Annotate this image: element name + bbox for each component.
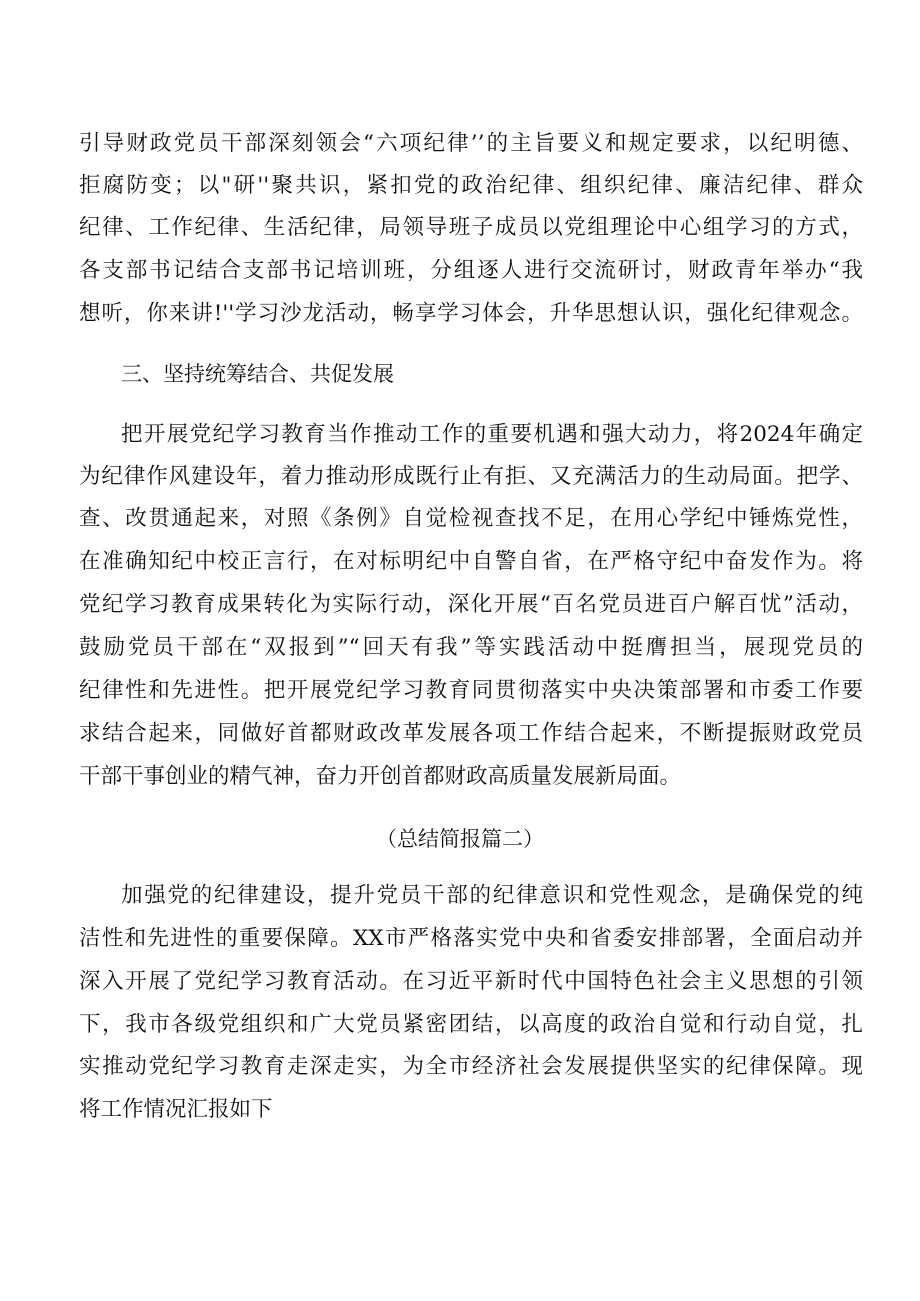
paragraph-line: 纪律性和先进性。把开展党纪学习教育同贯彻落实中央决策部署和市委工作要: [79, 678, 863, 703]
paragraph-line: 拒腐防变；以"研''聚共识，紧扣党的政治纪律、组织纪律、廉洁纪律、群众: [79, 173, 863, 198]
paragraph-line: 加强党的纪律建设，提升党员干部的纪律意识和党性观念，是确保党的纯: [121, 883, 863, 908]
paragraph-line: 在准确知纪中校正言行，在对标明纪中自警自省，在严格守纪中奋发作为。将: [79, 549, 863, 574]
section-heading: 三、坚持统筹结合、共促发展: [121, 362, 394, 386]
paragraph-line: 将工作情况汇报如下: [79, 1097, 273, 1122]
paragraph-line: 党纪学习教育成果转化为实际行动，深化开展“百名党员进百户解百忧”活动，: [79, 592, 863, 617]
part-heading: （总结简报篇二）: [376, 827, 544, 851]
paragraph-line: 查、改贯通起来，对照《条例》自觉检视查找不足，在用心学纪中锤炼党性，: [79, 506, 863, 531]
paragraph-line: 下，我市各级党组织和广大党员紧密团结，以高度的政治自觉和行动自觉，扎: [79, 1012, 863, 1037]
paragraph-line: 深入开展了党纪学习教育活动。在习近平新时代中国特色社会主义思想的引领: [79, 969, 863, 994]
paragraph-line: 为纪律作风建设年，着力推动形成既行止有拒、又充满活力的生动局面。把学、: [79, 464, 863, 489]
paragraph-line: 纪律、工作纪律、生活纪律，局领导班子成员以党组理论中心组学习的方式，: [79, 215, 863, 240]
paragraph-line: 洁性和先进性的重要保障。XX市严格落实党中央和省委安排部署，全面启动并: [79, 926, 863, 951]
paragraph-line: 求结合起来，同做好首都财政改革发展各项工作结合起来，不断提振财政党员: [79, 721, 863, 746]
paragraph-line: 想听，你来讲!''学习沙龙活动，畅享学习体会，升华思想认识，强化纪律观念。: [79, 301, 863, 326]
paragraph-line: 各支部书记结合支部书记培训班，分组逐人进行交流研讨，财政青年举办“我: [79, 258, 863, 283]
paragraph-line: 引导财政党员干部深刻领会“六项纪律’’的主旨要义和规定要求，以纪明德、: [79, 131, 863, 156]
paragraph-line: 把开展党纪学习教育当作推动工作的重要机遇和强大动力，将2024年确定: [121, 422, 863, 447]
paragraph-line: 鼓励党员干部在“双报到”“回天有我”等实践活动中挺膺担当，展现党员的: [79, 635, 863, 660]
paragraph-line: 实推动党纪学习教育走深走实，为全市经济社会发展提供坚实的纪律保障。现: [79, 1054, 863, 1079]
paragraph-line: 干部干事创业的精气神，奋力开创首都财政高质量发展新局面。: [79, 764, 682, 789]
